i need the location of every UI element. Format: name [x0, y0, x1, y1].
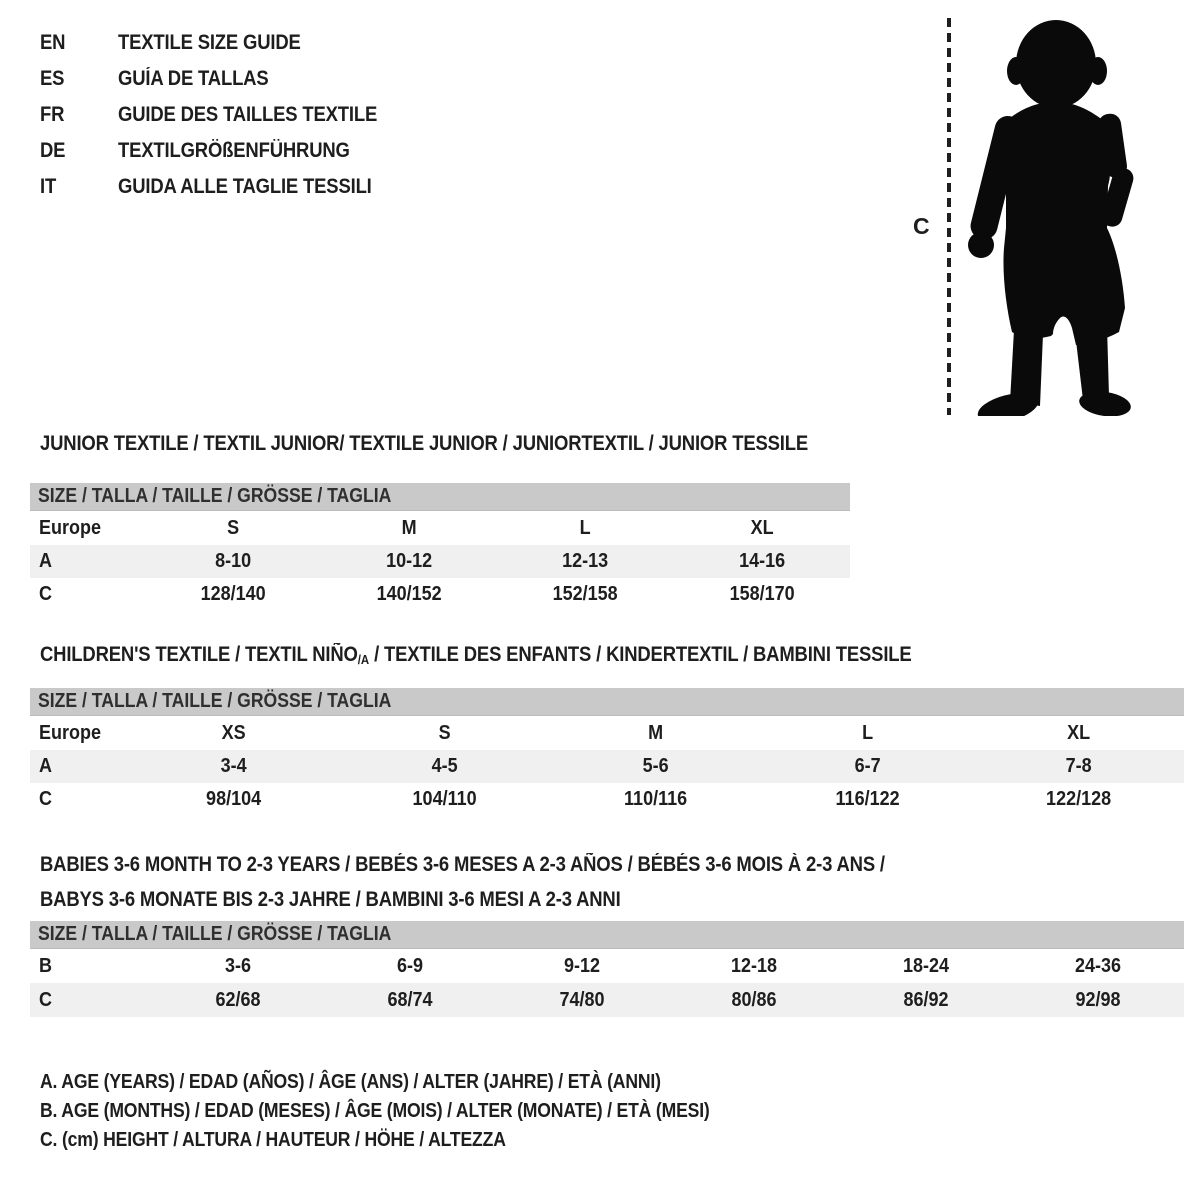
lang-row-de: [40, 139, 412, 161]
table-cell: 128/140: [200, 583, 266, 605]
size-header-label: SIZE / TALLA / TAILLE / GRÖSSE / TAGLIA: [38, 923, 392, 945]
lang-title: [118, 175, 406, 199]
row-label: C: [39, 583, 53, 605]
size-header-label: SIZE / TALLA / TAILLE / GRÖSSE / TAGLIA: [38, 485, 392, 507]
lang-title-text: TEXTILGRÖßENFÜHRUNG: [118, 139, 350, 162]
table-cell: M: [401, 516, 417, 539]
table-row-age-months: [30, 949, 1184, 983]
language-title-block: [40, 31, 412, 197]
table-cell: S: [438, 721, 451, 744]
legend-note-c: [40, 1129, 801, 1151]
table-cell: XL: [750, 516, 774, 539]
lang-code-text: FR: [40, 103, 65, 126]
height-measure-label: C: [913, 213, 930, 239]
table-cell: 110/116: [624, 788, 688, 810]
table-cell: 140/152: [376, 583, 442, 605]
table-cell: L: [861, 721, 873, 744]
height-measure-dashed-line: [947, 18, 951, 415]
table-cell: 74/80: [559, 988, 605, 1011]
children-heading-pre: CHILDREN'S TEXTILE / TEXTIL NIÑO: [40, 643, 358, 666]
children-heading-subscript: /A: [357, 652, 370, 667]
children-size-table: [30, 688, 1184, 816]
lang-code-text: DE: [40, 139, 66, 162]
row-label: C: [39, 988, 53, 1011]
junior-section-heading: [40, 432, 913, 456]
lang-code-text: ES: [40, 67, 65, 90]
table-cell: 12-13: [562, 550, 609, 572]
table-row-height-cm: [30, 783, 1184, 816]
lang-title-text: GUIDE DES TAILLES TEXTILE: [118, 103, 378, 126]
junior-size-table: [30, 483, 850, 611]
row-label: C: [39, 788, 53, 810]
table-cell: 62/68: [215, 988, 261, 1011]
table-cell: M: [648, 721, 664, 744]
table-cell: 5-6: [642, 755, 670, 777]
lang-title: [118, 139, 381, 163]
table-cell: 12-18: [731, 954, 778, 977]
size-header-bar: [30, 921, 1184, 949]
babies-heading-line2: BABYS 3-6 MONATE BIS 2-3 JAHRE / BAMBINI 3-6 MESI A 2-3 ANNI: [40, 888, 621, 911]
lang-code: [40, 67, 118, 91]
row-label: Europe: [39, 721, 102, 744]
lang-title-text: TEXTILE SIZE GUIDE: [118, 31, 301, 54]
table-cell: 86/92: [903, 988, 949, 1011]
lang-row-en: [40, 31, 412, 53]
table-cell: 4-5: [431, 755, 458, 777]
babies-size-table: [30, 921, 1184, 1017]
legend-note-a: [40, 1071, 801, 1093]
lang-code-text: IT: [40, 175, 57, 198]
table-row-age-years: [30, 545, 850, 578]
table-cell: 116/122: [835, 788, 900, 810]
babies-heading-line1: BABIES 3-6 MONTH TO 2-3 YEARS / BEBÉS 3-6 MESES A 2-3 AÑOS / BÉBÉS 3-6 MOIS À 2-3 ANS /: [40, 853, 885, 876]
legend-note-c-text: C. (cm) HEIGHT / ALTURA / HAUTEUR / HÖHE / ALTEZZA: [40, 1129, 506, 1151]
row-label: Europe: [39, 516, 102, 539]
lang-row-it: [40, 175, 412, 197]
table-cell: XL: [1066, 721, 1090, 744]
table-cell: 80/86: [731, 988, 777, 1011]
row-label: A: [39, 755, 53, 777]
table-cell: 152/158: [553, 583, 619, 605]
table-cell: 92/98: [1075, 988, 1121, 1011]
toddler-silhouette-icon: [968, 16, 1140, 416]
table-cell: 158/170: [729, 583, 795, 605]
table-cell: XS: [221, 721, 246, 744]
table-cell: 3-6: [225, 954, 252, 977]
table-cell: 6-9: [397, 954, 424, 977]
size-header-bar: [30, 688, 1184, 716]
table-cell: 7-8: [1065, 755, 1092, 777]
table-cell: 8-10: [214, 550, 251, 572]
table-cell: L: [580, 516, 592, 539]
row-label: B: [39, 954, 53, 977]
legend-note-b-text: B. AGE (MONTHS) / EDAD (MESES) / ÂGE (MOIS) / ALTER (MONATE) / ETÀ (MESI): [40, 1100, 710, 1122]
table-cell: 122/128: [1045, 788, 1111, 810]
table-cell: 68/74: [387, 988, 433, 1011]
table-row-age-years: [30, 750, 1184, 783]
measurement-legend: [40, 1071, 801, 1151]
table-cell: 104/110: [412, 788, 477, 810]
table-cell: S: [226, 516, 239, 539]
table-cell: 14-16: [738, 550, 785, 572]
lang-title: [118, 67, 289, 91]
lang-code-text: EN: [40, 31, 66, 54]
table-cell: 10-12: [386, 550, 433, 572]
table-cell: 24-36: [1074, 954, 1121, 977]
lang-title: [118, 103, 412, 127]
children-heading-text: [40, 643, 912, 672]
table-cell: 3-4: [220, 755, 247, 777]
lang-title-text: GUIDA ALLE TAGLIE TESSILI: [118, 175, 372, 198]
table-cell: 98/104: [206, 788, 262, 810]
size-header-bar: [30, 483, 850, 511]
lang-code: [40, 103, 118, 127]
table-cell: 9-12: [564, 954, 601, 977]
table-cell: 6-7: [854, 755, 881, 777]
row-label: A: [39, 550, 53, 572]
lang-row-es: [40, 67, 412, 89]
lang-code: [40, 31, 118, 55]
children-section-heading: [40, 643, 1030, 672]
table-row-height-cm: [30, 578, 850, 611]
junior-heading-text: JUNIOR TEXTILE / TEXTIL JUNIOR/ TEXTILE JUNIOR / JUNIORTEXTIL / JUNIOR TESSILE: [40, 432, 809, 455]
table-row-europe: [30, 511, 850, 545]
table-row-europe: [30, 716, 1184, 750]
legend-note-b: [40, 1100, 801, 1122]
size-header-label: SIZE / TALLA / TAILLE / GRÖSSE / TAGLIA: [38, 690, 392, 712]
legend-note-a-text: A. AGE (YEARS) / EDAD (AÑOS) / ÂGE (ANS) / ALTER (JAHRE) / ETÀ (ANNI): [40, 1071, 661, 1093]
babies-section-heading: [40, 847, 1000, 917]
lang-title-text: GUÍA DE TALLAS: [118, 67, 269, 90]
table-row-height-cm: [30, 983, 1184, 1017]
lang-code: [40, 139, 118, 163]
children-heading-post: / TEXTILE DES ENFANTS / KINDERTEXTIL / BAMBINI TESSILE: [369, 643, 912, 666]
table-cell: 18-24: [903, 954, 950, 977]
lang-row-fr: [40, 103, 412, 125]
lang-title: [118, 31, 326, 55]
lang-code: [40, 175, 118, 199]
